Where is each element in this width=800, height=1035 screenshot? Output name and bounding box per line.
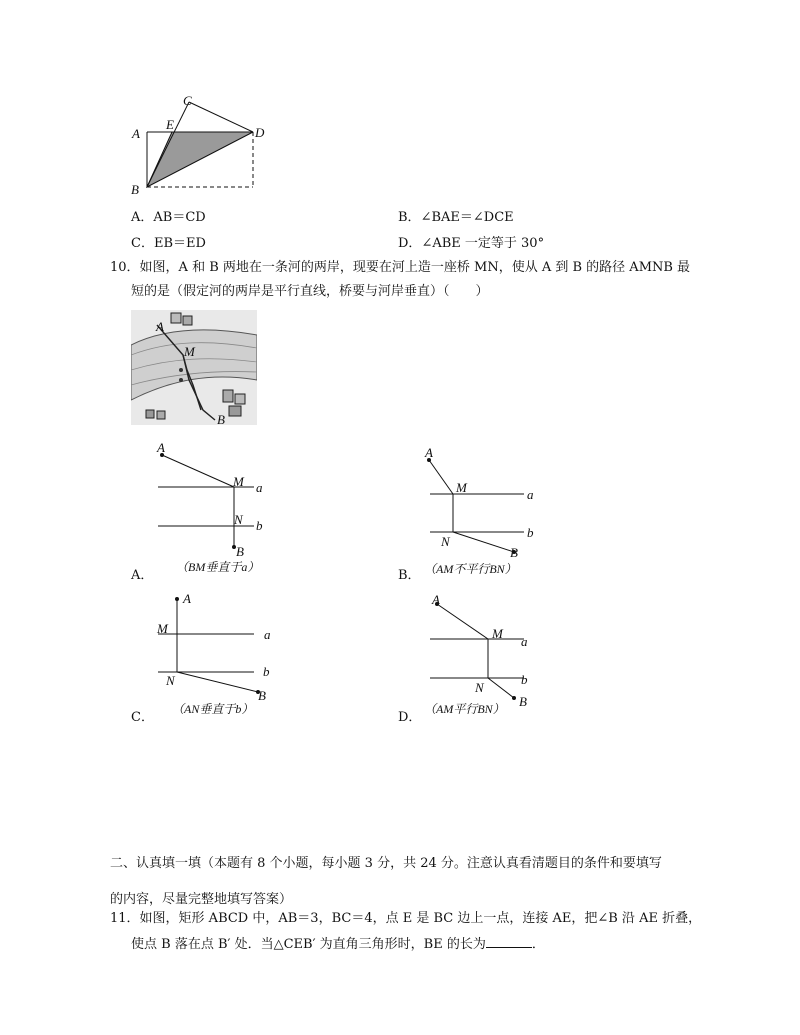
opt-d-label-b: B bbox=[519, 694, 527, 709]
opt-d-label-n: N bbox=[475, 680, 484, 695]
point-label-e: E bbox=[166, 117, 174, 132]
option-b-diagram bbox=[420, 445, 540, 565]
opt-a-letter: A． bbox=[131, 568, 154, 583]
option-a-diagram bbox=[150, 440, 270, 560]
opt-a-label-n: N bbox=[234, 512, 243, 527]
opt-b-caption: （AM不平行BN） bbox=[424, 562, 517, 576]
opt-a-label-line-a: a bbox=[256, 480, 263, 495]
q10-stem-line2: 短的是（假定河的两岸是平行直线，桥要与河岸垂直）（ ） bbox=[131, 284, 489, 299]
opt-b-letter: B． bbox=[398, 568, 421, 583]
opt-d-caption: （AM平行BN） bbox=[424, 702, 505, 716]
opt-c-label-m: M bbox=[157, 621, 168, 636]
section2-line2: 的内容，尽量完整地填写答案） bbox=[110, 892, 293, 907]
opt-c-letter: C． bbox=[131, 710, 154, 725]
rectangle-fold-figure bbox=[125, 90, 275, 195]
point-label-a: A bbox=[132, 126, 140, 141]
opt-c-caption: （AN垂直于b） bbox=[172, 702, 254, 716]
opt-c-label-n: N bbox=[166, 673, 175, 688]
opt-c-label-b: B bbox=[258, 688, 266, 703]
point-label-d: D bbox=[255, 125, 265, 140]
opt-b-label-b: B bbox=[510, 545, 518, 560]
opt-d-label-line-b: b bbox=[521, 672, 528, 687]
opt-d-label-line-a: a bbox=[521, 634, 528, 649]
opt-c-label-line-a: a bbox=[264, 627, 271, 642]
opt-d-letter: D． bbox=[398, 710, 422, 725]
q9-option-c: C．EB＝ED bbox=[131, 236, 206, 251]
q9-option-d: D．∠ABE 一定等于 30° bbox=[398, 236, 545, 251]
opt-b-label-m: M bbox=[456, 480, 467, 495]
opt-a-caption: （BM垂直于a） bbox=[176, 560, 260, 574]
opt-c-label-a: A bbox=[183, 591, 191, 606]
q11-stem-line2: 使点 B 落在点 B′ 处．当△CEB′ 为直角三角形时，BE 的长为 ． bbox=[131, 937, 545, 952]
photo-label-b: B bbox=[217, 412, 225, 427]
river-photo-illustration bbox=[131, 310, 257, 425]
opt-b-label-n: N bbox=[441, 534, 450, 549]
section2-line1: 二、认真填一填（本题有 8 个小题，每小题 3 分，共 24 分。注意认真看清题目的条件和要填写 bbox=[110, 856, 662, 871]
q10-stem-line1: 10．如图，A 和 B 两地在一条河的两岸，现要在河上造一座桥 MN，使从 A 到 B 的路径 AMNB 最 bbox=[110, 260, 691, 275]
q11-stem-line1: 11．如图，矩形 ABCD 中，AB＝3，BC＝4，点 E 是 BC 边上一点，连接 AE，把∠B 沿 AE 折叠， bbox=[110, 911, 702, 926]
photo-label-m: M bbox=[184, 344, 195, 359]
point-label-b: B bbox=[131, 182, 139, 197]
opt-b-label-line-b: b bbox=[527, 525, 534, 540]
point-label-c: C bbox=[183, 93, 192, 108]
opt-a-label-b: B bbox=[236, 544, 244, 559]
answer-blank[interactable] bbox=[486, 935, 532, 948]
opt-a-label-m: M bbox=[233, 474, 244, 489]
photo-label-a: A bbox=[156, 319, 164, 334]
opt-b-label-line-a: a bbox=[527, 487, 534, 502]
opt-c-label-line-b: b bbox=[263, 664, 270, 679]
q9-option-a: A．AB＝CD bbox=[131, 210, 206, 225]
opt-a-label-a: A bbox=[157, 440, 165, 455]
opt-a-label-line-b: b bbox=[256, 518, 263, 533]
opt-d-label-a: A bbox=[432, 592, 440, 607]
opt-d-label-m: M bbox=[492, 626, 503, 641]
q9-option-b: B．∠BAE＝∠DCE bbox=[398, 210, 514, 225]
opt-b-label-a: A bbox=[425, 445, 433, 460]
